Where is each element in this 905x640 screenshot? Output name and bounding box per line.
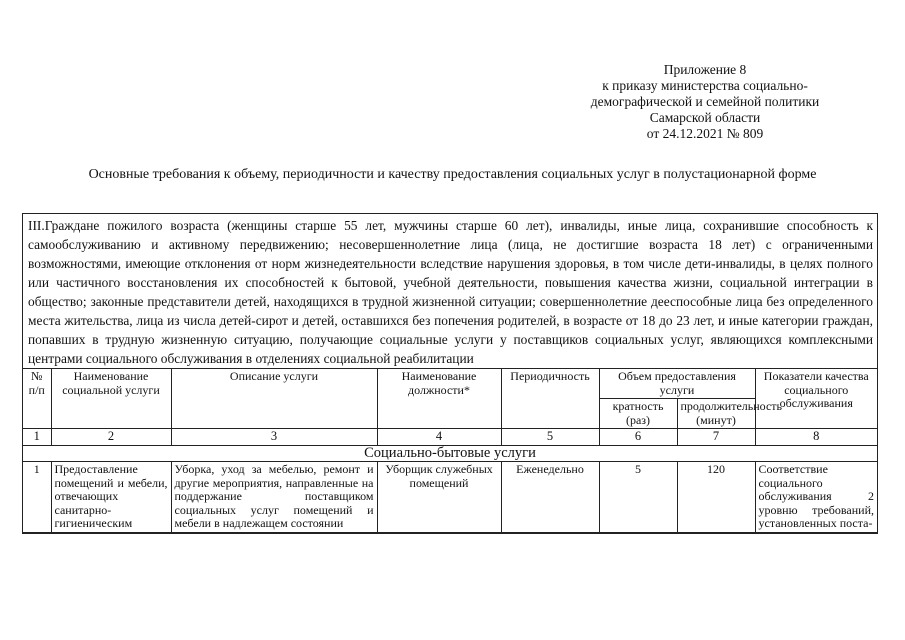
header-duration: продолжительность (минут) (677, 399, 755, 429)
column-number: 2 (51, 429, 171, 446)
appendix-line: демографической и семейной политики (590, 94, 820, 109)
column-number-row (23, 429, 877, 446)
column-number: 5 (501, 429, 599, 446)
row-duration: 120 (677, 462, 755, 533)
appendix-line: к приказу министерства социально- (602, 78, 808, 93)
header-periodicity: Периодичность (501, 369, 599, 429)
header-description: Описание услуги (171, 369, 377, 429)
row-num: 1 (23, 462, 51, 533)
requirements-table (23, 368, 877, 533)
column-number: 7 (677, 429, 755, 446)
header-quality: Показатели качества социального обслуживания (755, 369, 877, 429)
row-description: Уборка, уход за мебелью, ремонт и другие мероприятия, направленные на поддержание поставщиком социальных услуг помещений и мебели в надлежащем состоянии (171, 462, 377, 533)
column-number: 4 (377, 429, 501, 446)
column-number: 3 (171, 429, 377, 446)
row-periodicity: Еженедельно (501, 462, 599, 533)
appendix-header (560, 62, 850, 142)
header-position: Наименование должности* (377, 369, 501, 429)
appendix-line: от 24.12.2021 № 809 (646, 126, 764, 141)
row-position: Уборщик служебных помещений (377, 462, 501, 533)
header-volume: Объем предоставления услуги (599, 369, 755, 399)
header-num: № п/п (23, 369, 51, 429)
section-header: Социально-бытовые услуги (23, 445, 877, 462)
table-row (23, 462, 877, 533)
column-number: 6 (599, 429, 677, 446)
table-header-row (23, 369, 877, 399)
appendix-line: Приложение 8 (663, 62, 747, 77)
header-service: Наименование социальной услуги (51, 369, 171, 429)
header-multiplicity: кратность (раз) (599, 399, 677, 429)
column-number: 8 (755, 429, 877, 446)
row-multiplicity: 5 (599, 462, 677, 533)
requirements-frame (22, 213, 878, 534)
section-description: III.Граждане пожилого возраста (женщины старше 55 лет, мужчины старше 60 лет), инвалиды, иные лица, сохранившие способность к самообслуживанию и активному передвижению; несовершеннолетние лица (лица, не достигшие возраста 18 лет) с ограниченными возможностями, имеющие отклонения от норм жизнедеятельности вследствие нарушения здоровья, в том числе дети-инвалиды, в целях полного или частичного восстановления их способностей к бытовой, учебной деятельности, повышения качества жизни, социальной интеграции в общество; законные представители детей, находящихся в трудной жизненной ситуации; совершеннолетние дееспособные лица без определенного места жительства, лица из числа детей-сирот и детей, оставшихся без попечения родителей, в возрасте от 18 до 23 лет, и иные категории граждан, попавших в трудную жизненную ситуацию, получающие социальные услуги у поставщиков социальных услуг, являющихся комплексными центрами социального обслуживания в отделениях социальной реабилитации (28, 218, 873, 366)
row-quality: Соответствие социального обслуживания 2 уровню требований, установленных поста- (755, 462, 877, 533)
appendix-line: Самарской области (649, 110, 761, 125)
section-header-row (23, 445, 877, 462)
document-title: Основные требования к объему, периодичности и качеству предоставления социальных услуг в полустационарной форме (88, 167, 817, 182)
row-service: Предоставление помещений и мебели, отвечающих санитарно-гигиеническим (51, 462, 171, 533)
column-number: 1 (23, 429, 51, 446)
